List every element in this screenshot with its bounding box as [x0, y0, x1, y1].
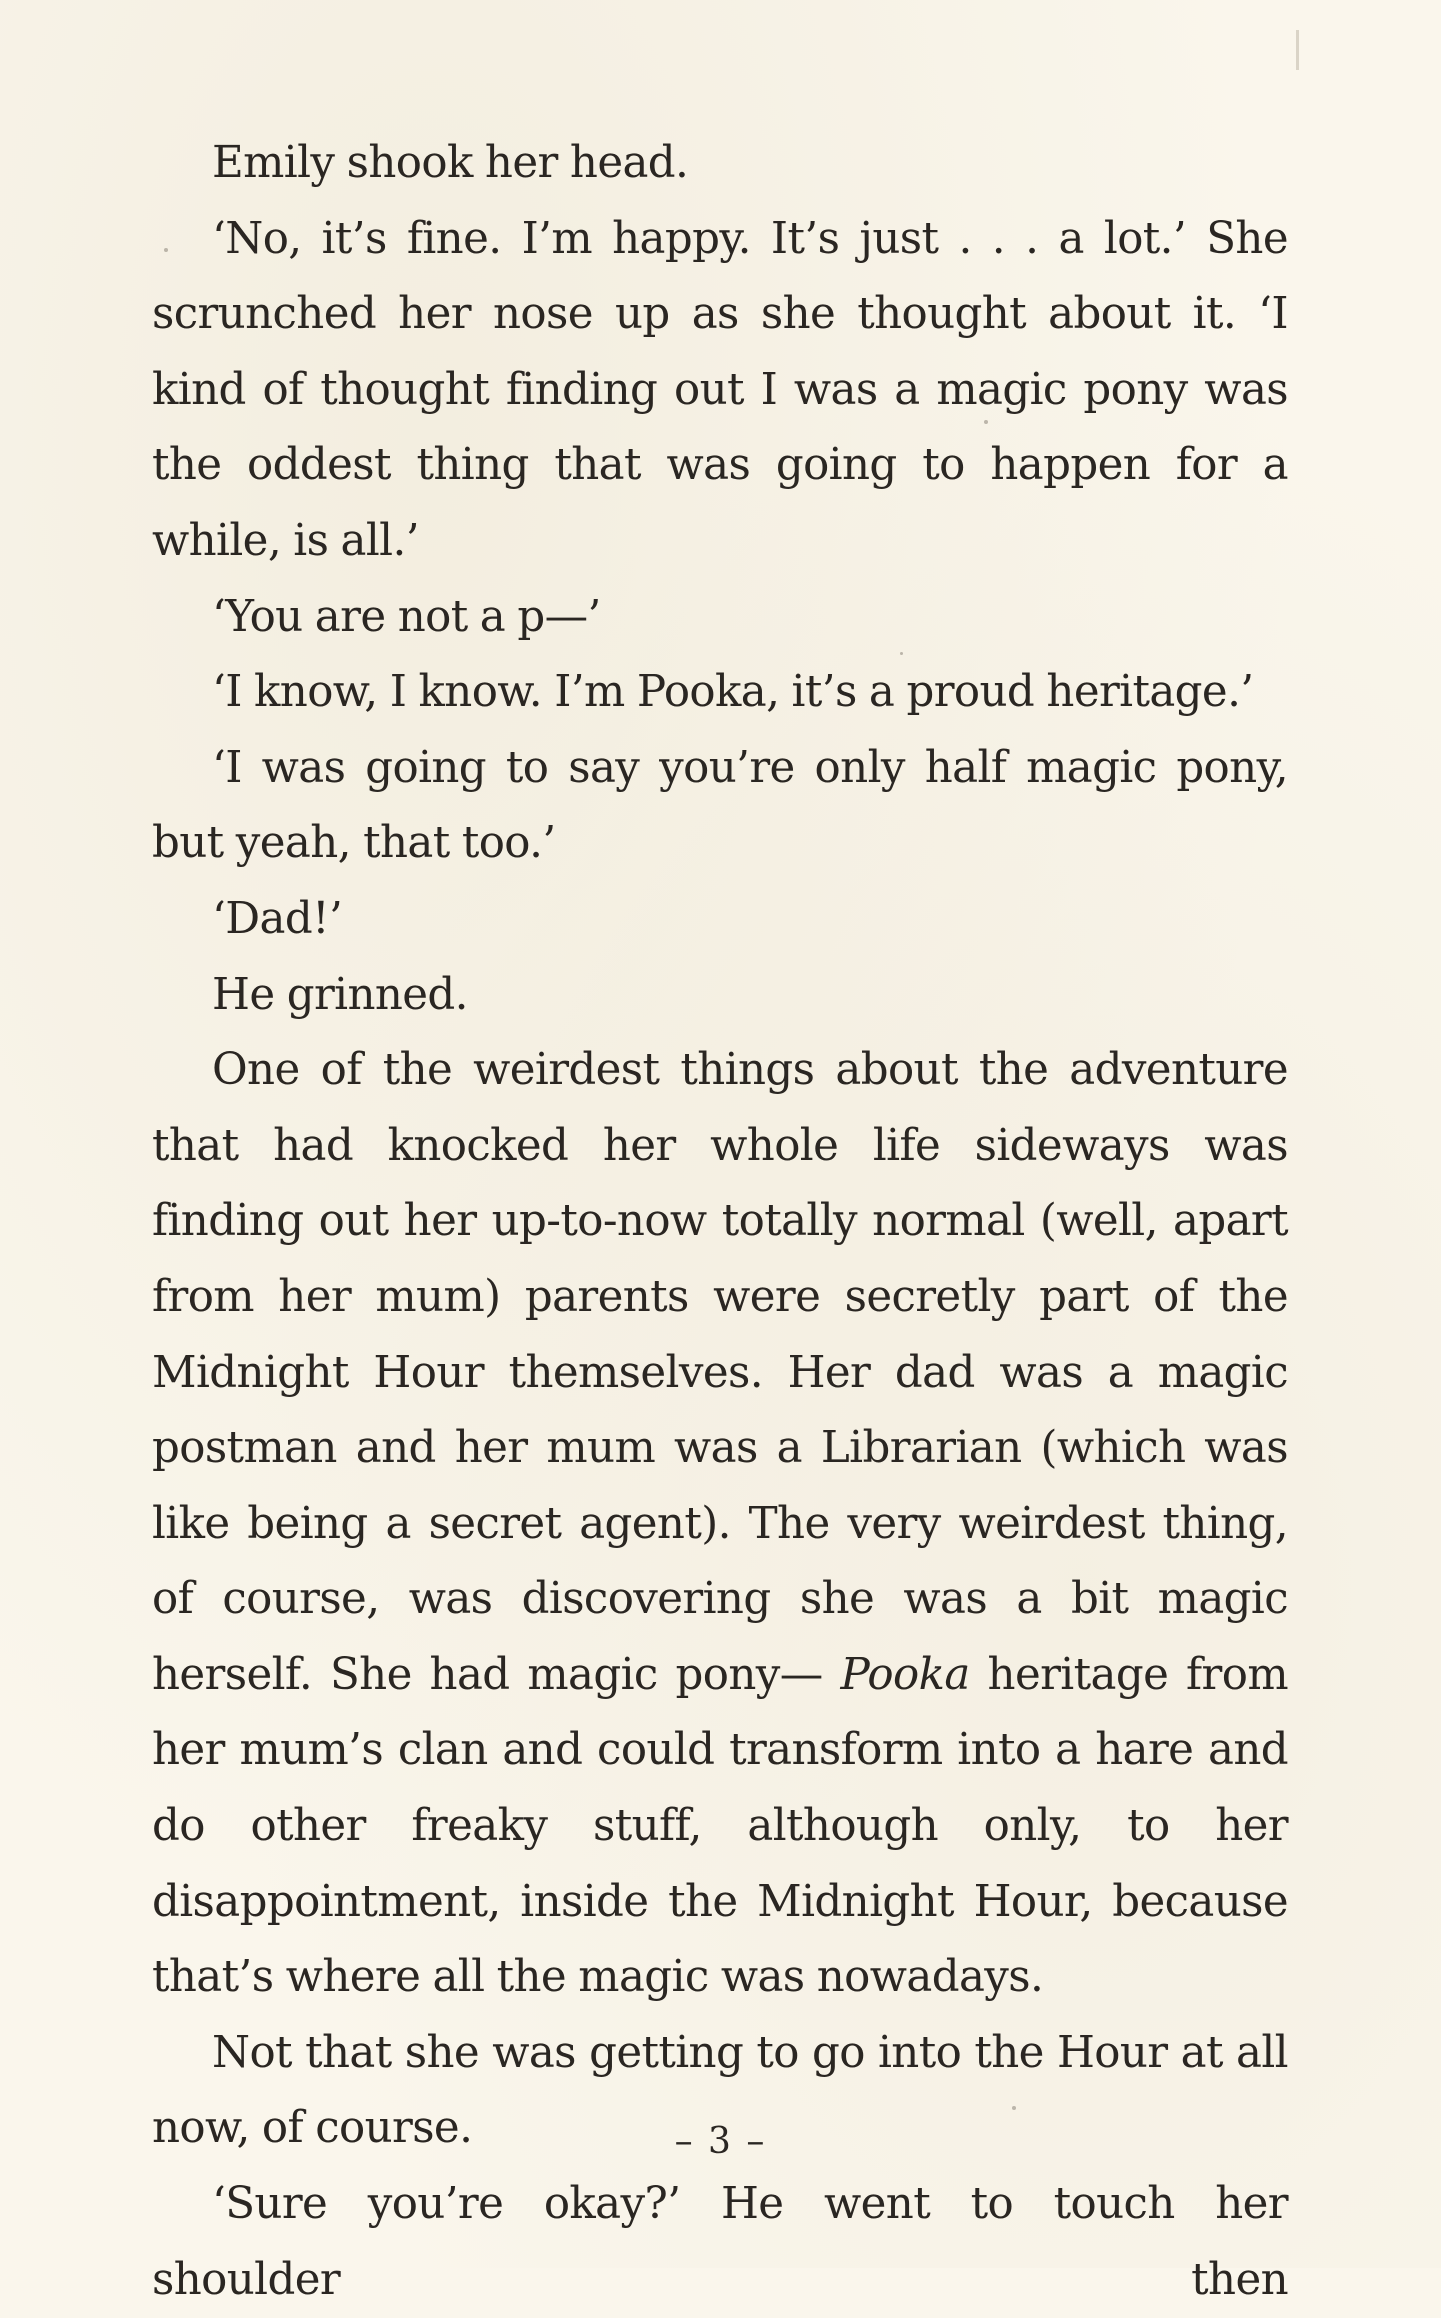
paragraph: Not that she was getting to go into the Hour at all now, of course. [152, 2027, 1288, 2154]
body-text [152, 126, 1288, 2318]
paragraph [152, 1033, 1288, 2016]
paragraph-text: One of the weirdest things about the adventure that had knocked her whole life sideways was finding out her up-to-now totally normal (well, apart from her mum) parents were secretly part of the Midnight Hour themselves. Her dad was a magic postman and her mum was a Librarian (which was like being a secret agent). The very weirdest thing, of course, was discovering she was a bit magic herself. She had magic pony— [152, 1045, 1288, 1700]
paragraph-text: heritage from her mum’s clan and could transform into a hare and do other freaky stuff, although only, to her disappointment, inside the Midnight Hour, because that’s where all the magic was nowadays. [152, 1649, 1288, 2003]
paragraph: ‘No, it’s fine. I’m happy. It’s just . . . a lot.’ She scrunched her nose up as she thought about it. ‘I kind of thought finding out I was a magic pony was the oddest thing that was going to happen for a while, is all.’ [152, 213, 1288, 566]
paragraph: He grinned. [212, 969, 468, 1020]
italic-word: Pooka [840, 1649, 970, 1700]
paragraph: ‘Sure you’re okay?’ He went to touch her shoulder then [152, 2179, 1288, 2305]
page-number: – 3 – [674, 2121, 767, 2162]
paragraph: Emily shook her head. [212, 138, 689, 188]
scan-mark [1296, 30, 1299, 70]
paragraph: ‘You are not a p—’ [212, 591, 601, 642]
paragraph: ‘Dad!’ [212, 893, 343, 944]
paragraph: ‘I know, I know. I’m Pooka, it’s a proud heritage.’ [212, 667, 1254, 718]
paragraph: ‘I was going to say you’re only half magic pony, but yeah, that too.’ [152, 742, 1288, 869]
